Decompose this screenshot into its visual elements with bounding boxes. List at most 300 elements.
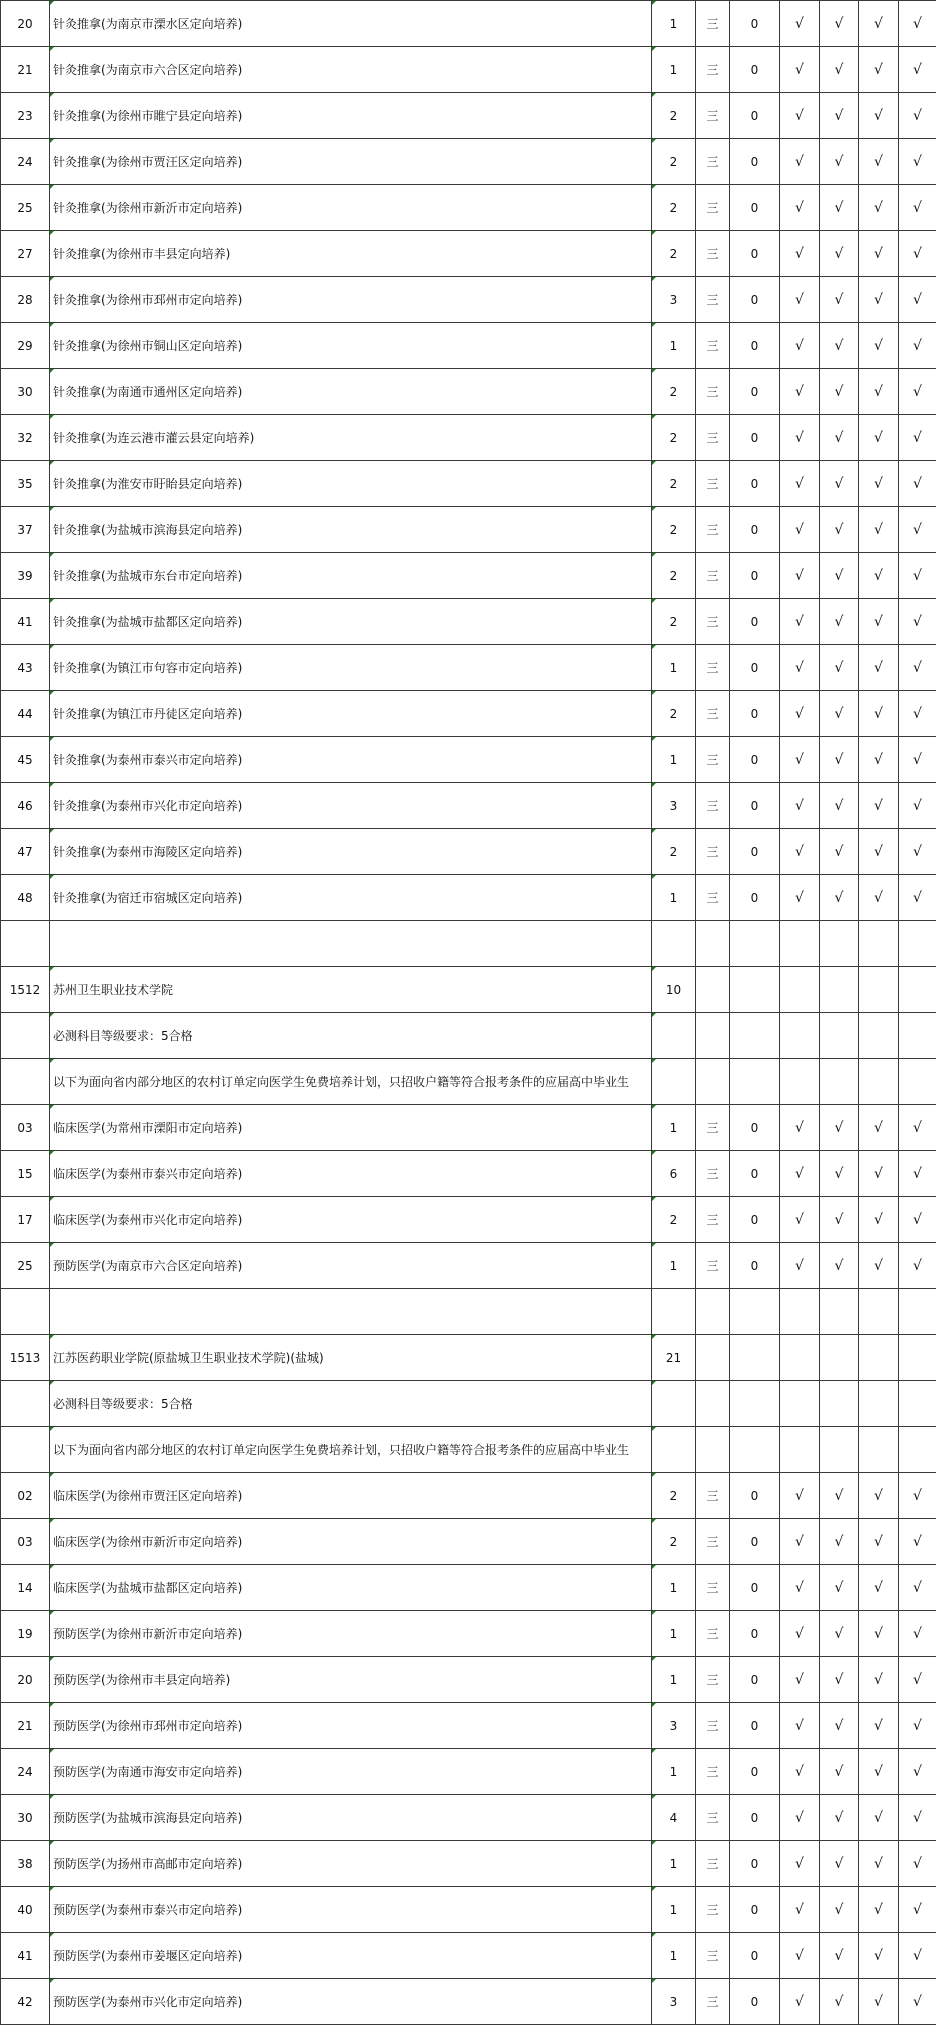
name-cell: 针灸推拿(为泰州市泰兴市定向培养) xyxy=(50,737,652,783)
table-row xyxy=(1,1841,936,1887)
name-cell: 针灸推拿(为徐州市贾汪区定向培养) xyxy=(50,139,652,185)
check-cell-2 xyxy=(820,1427,859,1473)
check-cell-1: √ xyxy=(780,599,820,645)
check-cell-2: √ xyxy=(820,737,859,783)
table-row xyxy=(1,1243,936,1289)
check-cell-4: √ xyxy=(899,415,936,461)
duration-cell xyxy=(696,1427,730,1473)
plan-count-cell: 1 xyxy=(652,1243,696,1289)
duration-cell: 三 xyxy=(696,1473,730,1519)
check-cell-4: √ xyxy=(899,1151,936,1197)
duration-cell: 三 xyxy=(696,323,730,369)
check-cell-1: √ xyxy=(780,461,820,507)
note-row xyxy=(1,1427,936,1473)
plan-count-cell xyxy=(652,1059,696,1105)
code-cell: 45 xyxy=(1,737,50,783)
plan-count-cell: 2 xyxy=(652,1473,696,1519)
code-cell xyxy=(1,921,50,967)
check-cell-2: √ xyxy=(820,231,859,277)
table-row xyxy=(1,645,936,691)
check-cell-1: √ xyxy=(780,875,820,921)
name-cell: 预防医学(为扬州市高邮市定向培养) xyxy=(50,1841,652,1887)
check-cell-3 xyxy=(859,1335,899,1381)
table-row xyxy=(1,369,936,415)
table-row xyxy=(1,783,936,829)
check-cell-2: √ xyxy=(820,323,859,369)
tuition-cell xyxy=(730,1427,780,1473)
plan-count-cell xyxy=(652,1013,696,1059)
check-cell-4: √ xyxy=(899,1841,936,1887)
tuition-cell: 0 xyxy=(730,1243,780,1289)
plan-count-cell xyxy=(652,1427,696,1473)
duration-cell: 三 xyxy=(696,1,730,47)
check-cell-2: √ xyxy=(820,691,859,737)
code-cell: 32 xyxy=(1,415,50,461)
check-cell-3: √ xyxy=(859,277,899,323)
check-cell-2: √ xyxy=(820,1749,859,1795)
name-cell: 针灸推拿(为淮安市盱眙县定向培养) xyxy=(50,461,652,507)
code-cell: 47 xyxy=(1,829,50,875)
duration-cell: 三 xyxy=(696,1841,730,1887)
code-cell: 30 xyxy=(1,369,50,415)
tuition-cell: 0 xyxy=(730,737,780,783)
name-cell: 预防医学(为徐州市丰县定向培养) xyxy=(50,1657,652,1703)
plan-count-cell: 2 xyxy=(652,507,696,553)
table-row xyxy=(1,1887,936,1933)
check-cell-4: √ xyxy=(899,1657,936,1703)
plan-count-cell: 6 xyxy=(652,1151,696,1197)
plan-count-cell: 1 xyxy=(652,47,696,93)
tuition-cell: 0 xyxy=(730,461,780,507)
check-cell-1: √ xyxy=(780,1473,820,1519)
duration-cell: 三 xyxy=(696,47,730,93)
duration-cell: 三 xyxy=(696,415,730,461)
duration-cell: 三 xyxy=(696,507,730,553)
check-cell-3 xyxy=(859,1427,899,1473)
plan-count-cell: 1 xyxy=(652,1841,696,1887)
check-cell-4: √ xyxy=(899,139,936,185)
check-cell-3: √ xyxy=(859,1519,899,1565)
check-cell-2: √ xyxy=(820,415,859,461)
check-cell-2 xyxy=(820,1335,859,1381)
name-cell: 临床医学(为徐州市新沂市定向培养) xyxy=(50,1519,652,1565)
tuition-cell: 0 xyxy=(730,1979,780,2025)
check-cell-1 xyxy=(780,1013,820,1059)
check-cell-3: √ xyxy=(859,1151,899,1197)
duration-cell: 三 xyxy=(696,553,730,599)
check-cell-3: √ xyxy=(859,185,899,231)
check-cell-3: √ xyxy=(859,645,899,691)
name-cell: 预防医学(为泰州市姜堰区定向培养) xyxy=(50,1933,652,1979)
check-cell-3 xyxy=(859,1381,899,1427)
check-cell-3: √ xyxy=(859,139,899,185)
name-cell: 临床医学(为盐城市盐都区定向培养) xyxy=(50,1565,652,1611)
check-cell-4: √ xyxy=(899,829,936,875)
check-cell-1: √ xyxy=(780,1105,820,1151)
check-cell-2: √ xyxy=(820,1151,859,1197)
code-cell: 24 xyxy=(1,1749,50,1795)
tuition-cell xyxy=(730,1381,780,1427)
check-cell-4: √ xyxy=(899,875,936,921)
note-row xyxy=(1,1059,936,1105)
duration-cell: 三 xyxy=(696,1611,730,1657)
plan-count-cell: 3 xyxy=(652,277,696,323)
check-cell-4: √ xyxy=(899,691,936,737)
check-cell-3 xyxy=(859,967,899,1013)
duration-cell xyxy=(696,1335,730,1381)
name-cell xyxy=(50,1289,652,1335)
check-cell-2 xyxy=(820,1013,859,1059)
code-cell: 03 xyxy=(1,1105,50,1151)
code-cell: 44 xyxy=(1,691,50,737)
check-cell-1: √ xyxy=(780,415,820,461)
name-cell: 预防医学(为徐州市新沂市定向培养) xyxy=(50,1611,652,1657)
table-row xyxy=(1,93,936,139)
plan-count-cell: 2 xyxy=(652,691,696,737)
duration-cell: 三 xyxy=(696,1749,730,1795)
check-cell-1: √ xyxy=(780,1887,820,1933)
check-cell-2: √ xyxy=(820,139,859,185)
check-cell-1: √ xyxy=(780,1933,820,1979)
plan-count-cell: 2 xyxy=(652,185,696,231)
check-cell-2: √ xyxy=(820,645,859,691)
check-cell-3: √ xyxy=(859,93,899,139)
plan-count-cell: 1 xyxy=(652,1105,696,1151)
code-cell: 21 xyxy=(1,47,50,93)
check-cell-1: √ xyxy=(780,829,820,875)
check-cell-4: √ xyxy=(899,1519,936,1565)
check-cell-2 xyxy=(820,1059,859,1105)
check-cell-1: √ xyxy=(780,1979,820,2025)
duration-cell: 三 xyxy=(696,139,730,185)
code-cell: 39 xyxy=(1,553,50,599)
check-cell-4: √ xyxy=(899,93,936,139)
check-cell-4: √ xyxy=(899,553,936,599)
tuition-cell: 0 xyxy=(730,691,780,737)
tuition-cell: 0 xyxy=(730,1151,780,1197)
check-cell-3: √ xyxy=(859,1979,899,2025)
duration-cell xyxy=(696,921,730,967)
duration-cell: 三 xyxy=(696,93,730,139)
tuition-cell xyxy=(730,1289,780,1335)
check-cell-2 xyxy=(820,967,859,1013)
check-cell-1 xyxy=(780,921,820,967)
blank-row xyxy=(1,921,936,967)
check-cell-1: √ xyxy=(780,1,820,47)
plan-count-cell: 1 xyxy=(652,1749,696,1795)
check-cell-3: √ xyxy=(859,1795,899,1841)
table-row xyxy=(1,47,936,93)
table-row xyxy=(1,737,936,783)
name-cell: 江苏医药职业学院(原盐城卫生职业技术学院)(盐城) xyxy=(50,1335,652,1381)
plan-count-cell: 1 xyxy=(652,1657,696,1703)
check-cell-2: √ xyxy=(820,1703,859,1749)
name-cell: 必测科目等级要求：5合格 xyxy=(50,1381,652,1427)
tuition-cell: 0 xyxy=(730,875,780,921)
name-cell: 针灸推拿(为南京市六合区定向培养) xyxy=(50,47,652,93)
check-cell-2: √ xyxy=(820,1657,859,1703)
code-cell: 41 xyxy=(1,1933,50,1979)
check-cell-1: √ xyxy=(780,553,820,599)
code-cell: 35 xyxy=(1,461,50,507)
check-cell-1: √ xyxy=(780,645,820,691)
tuition-cell: 0 xyxy=(730,645,780,691)
check-cell-4: √ xyxy=(899,323,936,369)
code-cell: 42 xyxy=(1,1979,50,2025)
check-cell-1: √ xyxy=(780,47,820,93)
check-cell-4: √ xyxy=(899,277,936,323)
check-cell-2: √ xyxy=(820,829,859,875)
code-cell xyxy=(1,1381,50,1427)
duration-cell: 三 xyxy=(696,1105,730,1151)
plan-count-cell: 21 xyxy=(652,1335,696,1381)
tuition-cell xyxy=(730,967,780,1013)
check-cell-2 xyxy=(820,1289,859,1335)
table-row xyxy=(1,599,936,645)
check-cell-1: √ xyxy=(780,507,820,553)
check-cell-2: √ xyxy=(820,1,859,47)
duration-cell: 三 xyxy=(696,783,730,829)
check-cell-2: √ xyxy=(820,1611,859,1657)
name-cell: 临床医学(为常州市溧阳市定向培养) xyxy=(50,1105,652,1151)
tuition-cell: 0 xyxy=(730,1933,780,1979)
check-cell-1: √ xyxy=(780,1519,820,1565)
check-cell-1: √ xyxy=(780,1243,820,1289)
name-cell: 针灸推拿(为徐州市新沂市定向培养) xyxy=(50,185,652,231)
check-cell-4: √ xyxy=(899,185,936,231)
tuition-cell xyxy=(730,1059,780,1105)
check-cell-1: √ xyxy=(780,783,820,829)
plan-count-cell: 4 xyxy=(652,1795,696,1841)
table-row xyxy=(1,1,936,47)
tuition-cell: 0 xyxy=(730,1473,780,1519)
code-cell xyxy=(1,1059,50,1105)
duration-cell: 三 xyxy=(696,1887,730,1933)
code-cell: 19 xyxy=(1,1611,50,1657)
check-cell-4: √ xyxy=(899,507,936,553)
tuition-cell: 0 xyxy=(730,1105,780,1151)
code-cell: 21 xyxy=(1,1703,50,1749)
plan-count-cell: 1 xyxy=(652,645,696,691)
check-cell-2 xyxy=(820,921,859,967)
plan-count-cell: 10 xyxy=(652,967,696,1013)
plan-count-cell xyxy=(652,921,696,967)
code-cell: 28 xyxy=(1,277,50,323)
check-cell-4: √ xyxy=(899,1105,936,1151)
name-cell: 预防医学(为南京市六合区定向培养) xyxy=(50,1243,652,1289)
duration-cell: 三 xyxy=(696,369,730,415)
table-row xyxy=(1,1519,936,1565)
name-cell: 针灸推拿(为连云港市灌云县定向培养) xyxy=(50,415,652,461)
duration-cell: 三 xyxy=(696,461,730,507)
check-cell-3: √ xyxy=(859,507,899,553)
check-cell-2: √ xyxy=(820,599,859,645)
tuition-cell xyxy=(730,921,780,967)
tuition-cell: 0 xyxy=(730,1887,780,1933)
duration-cell xyxy=(696,1289,730,1335)
name-cell: 针灸推拿(为南京市溧水区定向培养) xyxy=(50,1,652,47)
name-cell: 预防医学(为盐城市滨海县定向培养) xyxy=(50,1795,652,1841)
code-cell: 37 xyxy=(1,507,50,553)
check-cell-4: √ xyxy=(899,1795,936,1841)
plan-count-cell: 2 xyxy=(652,461,696,507)
code-cell: 29 xyxy=(1,323,50,369)
check-cell-4: √ xyxy=(899,231,936,277)
check-cell-3: √ xyxy=(859,1243,899,1289)
duration-cell: 三 xyxy=(696,1197,730,1243)
tuition-cell: 0 xyxy=(730,139,780,185)
check-cell-2: √ xyxy=(820,461,859,507)
plan-count-cell: 2 xyxy=(652,599,696,645)
name-cell: 针灸推拿(为镇江市句容市定向培养) xyxy=(50,645,652,691)
code-cell: 27 xyxy=(1,231,50,277)
plan-count-cell: 1 xyxy=(652,1565,696,1611)
duration-cell: 三 xyxy=(696,599,730,645)
tuition-cell: 0 xyxy=(730,783,780,829)
name-cell: 苏州卫生职业技术学院 xyxy=(50,967,652,1013)
duration-cell xyxy=(696,1013,730,1059)
duration-cell xyxy=(696,967,730,1013)
check-cell-2: √ xyxy=(820,185,859,231)
table-row xyxy=(1,553,936,599)
tuition-cell: 0 xyxy=(730,599,780,645)
check-cell-3: √ xyxy=(859,1887,899,1933)
duration-cell: 三 xyxy=(696,645,730,691)
check-cell-4 xyxy=(899,1289,936,1335)
check-cell-3: √ xyxy=(859,369,899,415)
name-cell: 针灸推拿(为泰州市海陵区定向培养) xyxy=(50,829,652,875)
name-cell: 以下为面向省内部分地区的农村订单定向医学生免费培养计划，只招收户籍等符合报考条件的应届高中毕业生 xyxy=(50,1427,652,1473)
check-cell-4: √ xyxy=(899,599,936,645)
check-cell-1: √ xyxy=(780,1611,820,1657)
table-row xyxy=(1,1197,936,1243)
code-cell: 25 xyxy=(1,1243,50,1289)
duration-cell: 三 xyxy=(696,875,730,921)
check-cell-1: √ xyxy=(780,231,820,277)
check-cell-4: √ xyxy=(899,1611,936,1657)
check-cell-4: √ xyxy=(899,1197,936,1243)
check-cell-2: √ xyxy=(820,1979,859,2025)
tuition-cell: 0 xyxy=(730,1519,780,1565)
check-cell-2: √ xyxy=(820,1841,859,1887)
check-cell-3: √ xyxy=(859,691,899,737)
check-cell-4: √ xyxy=(899,1887,936,1933)
check-cell-4: √ xyxy=(899,1749,936,1795)
plan-count-cell: 1 xyxy=(652,1,696,47)
duration-cell: 三 xyxy=(696,1795,730,1841)
tuition-cell: 0 xyxy=(730,1703,780,1749)
check-cell-4: √ xyxy=(899,1933,936,1979)
tuition-cell: 0 xyxy=(730,1841,780,1887)
check-cell-2: √ xyxy=(820,47,859,93)
check-cell-2: √ xyxy=(820,1105,859,1151)
check-cell-4: √ xyxy=(899,737,936,783)
check-cell-1: √ xyxy=(780,369,820,415)
duration-cell: 三 xyxy=(696,1519,730,1565)
code-cell: 43 xyxy=(1,645,50,691)
check-cell-3 xyxy=(859,1013,899,1059)
name-cell: 针灸推拿(为南通市通州区定向培养) xyxy=(50,369,652,415)
code-cell: 15 xyxy=(1,1151,50,1197)
tuition-cell: 0 xyxy=(730,1749,780,1795)
tuition-cell: 0 xyxy=(730,507,780,553)
check-cell-3: √ xyxy=(859,875,899,921)
check-cell-4: √ xyxy=(899,369,936,415)
table-row xyxy=(1,277,936,323)
tuition-cell: 0 xyxy=(730,415,780,461)
tuition-cell: 0 xyxy=(730,1,780,47)
check-cell-4 xyxy=(899,967,936,1013)
code-cell: 40 xyxy=(1,1887,50,1933)
plan-count-cell: 2 xyxy=(652,139,696,185)
code-cell: 23 xyxy=(1,93,50,139)
check-cell-1: √ xyxy=(780,1841,820,1887)
check-cell-1: √ xyxy=(780,277,820,323)
plan-count-cell: 2 xyxy=(652,415,696,461)
plan-count-cell: 3 xyxy=(652,783,696,829)
plan-count-cell: 1 xyxy=(652,737,696,783)
check-cell-3: √ xyxy=(859,829,899,875)
plan-count-cell: 1 xyxy=(652,1887,696,1933)
name-cell: 以下为面向省内部分地区的农村订单定向医学生免费培养计划，只招收户籍等符合报考条件的应届高中毕业生 xyxy=(50,1059,652,1105)
check-cell-2: √ xyxy=(820,277,859,323)
table-row xyxy=(1,323,936,369)
check-cell-2: √ xyxy=(820,1933,859,1979)
check-cell-1 xyxy=(780,1335,820,1381)
school-row xyxy=(1,967,936,1013)
check-cell-1 xyxy=(780,1427,820,1473)
check-cell-3: √ xyxy=(859,1197,899,1243)
check-cell-1: √ xyxy=(780,1795,820,1841)
check-cell-2: √ xyxy=(820,507,859,553)
plan-count-cell xyxy=(652,1381,696,1427)
table-row xyxy=(1,185,936,231)
check-cell-2: √ xyxy=(820,1473,859,1519)
name-cell: 必测科目等级要求：5合格 xyxy=(50,1013,652,1059)
table-row xyxy=(1,1795,936,1841)
check-cell-1: √ xyxy=(780,1657,820,1703)
plan-count-cell: 2 xyxy=(652,231,696,277)
plan-count-cell: 1 xyxy=(652,1611,696,1657)
tuition-cell: 0 xyxy=(730,323,780,369)
check-cell-2: √ xyxy=(820,553,859,599)
check-cell-4 xyxy=(899,921,936,967)
check-cell-4: √ xyxy=(899,461,936,507)
table-row xyxy=(1,507,936,553)
check-cell-4: √ xyxy=(899,1243,936,1289)
check-cell-4 xyxy=(899,1335,936,1381)
check-cell-3: √ xyxy=(859,1703,899,1749)
check-cell-2: √ xyxy=(820,1795,859,1841)
check-cell-3: √ xyxy=(859,1657,899,1703)
check-cell-4 xyxy=(899,1381,936,1427)
duration-cell: 三 xyxy=(696,1933,730,1979)
check-cell-2: √ xyxy=(820,93,859,139)
name-cell: 临床医学(为徐州市贾汪区定向培养) xyxy=(50,1473,652,1519)
check-cell-4 xyxy=(899,1427,936,1473)
name-cell: 针灸推拿(为徐州市丰县定向培养) xyxy=(50,231,652,277)
check-cell-3: √ xyxy=(859,1749,899,1795)
plan-count-cell: 3 xyxy=(652,1703,696,1749)
tuition-cell: 0 xyxy=(730,231,780,277)
check-cell-1: √ xyxy=(780,139,820,185)
tuition-cell: 0 xyxy=(730,553,780,599)
check-cell-4: √ xyxy=(899,645,936,691)
code-cell: 25 xyxy=(1,185,50,231)
table-row xyxy=(1,461,936,507)
check-cell-2: √ xyxy=(820,783,859,829)
name-cell: 预防医学(为泰州市泰兴市定向培养) xyxy=(50,1887,652,1933)
